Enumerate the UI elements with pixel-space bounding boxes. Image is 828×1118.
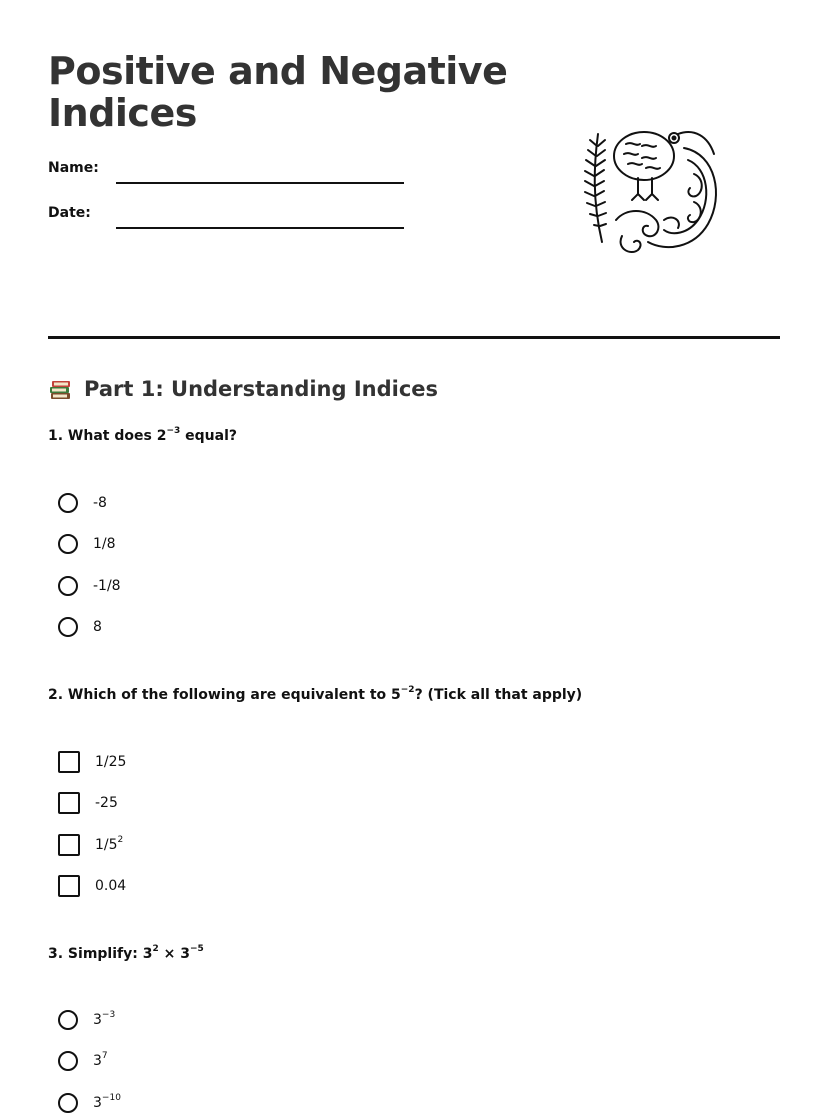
q1-option-c[interactable] bbox=[58, 574, 121, 598]
q1-option-d[interactable] bbox=[58, 615, 102, 639]
q3-option-a[interactable] bbox=[58, 1008, 115, 1032]
date-line[interactable] bbox=[116, 227, 404, 229]
question-2-suffix: ? (Tick all that apply) bbox=[414, 687, 583, 703]
name-line[interactable] bbox=[116, 182, 404, 184]
question-2-text: 2. Which of the following are equivalent to 5 bbox=[48, 687, 401, 703]
q2-option-d[interactable] bbox=[58, 874, 126, 898]
radio-button[interactable] bbox=[58, 1093, 78, 1113]
worksheet-title: Positive and Negative Indices bbox=[48, 49, 508, 135]
option-label: -25 bbox=[95, 795, 118, 811]
option-label: -1/8 bbox=[93, 578, 121, 594]
option-label: -8 bbox=[93, 495, 107, 511]
option-exponent: −10 bbox=[101, 1093, 121, 1104]
checkbox[interactable] bbox=[58, 875, 80, 897]
q2-option-a[interactable] bbox=[58, 750, 126, 774]
radio-button[interactable] bbox=[58, 1010, 78, 1030]
date-label: Date: bbox=[48, 205, 91, 221]
checkbox[interactable] bbox=[58, 792, 80, 814]
option-base: 3 bbox=[93, 1053, 102, 1069]
checkbox[interactable] bbox=[58, 834, 80, 856]
question-3-text: 3. Simplify: 3 bbox=[48, 946, 153, 962]
option-label bbox=[95, 837, 123, 853]
part-1-title: Part 1: Understanding Indices bbox=[84, 377, 439, 401]
question-3-exponent-2: −5 bbox=[189, 944, 204, 955]
q3-option-b[interactable] bbox=[58, 1049, 108, 1073]
option-label: 1/8 bbox=[93, 536, 116, 552]
q1-option-b[interactable] bbox=[58, 532, 116, 556]
section-divider bbox=[48, 336, 780, 339]
q2-option-c[interactable] bbox=[58, 833, 123, 857]
date-field[interactable] bbox=[48, 205, 408, 229]
question-1-text: 1. What does 2 bbox=[48, 428, 167, 444]
question-3-mid: × 3 bbox=[158, 946, 190, 962]
radio-button[interactable] bbox=[58, 493, 78, 513]
question-1 bbox=[48, 428, 237, 444]
option-base: 3 bbox=[93, 1095, 102, 1111]
question-1-suffix: equal? bbox=[180, 428, 237, 444]
part-1-heading bbox=[48, 374, 438, 404]
kiwi-fern-logo-icon bbox=[576, 124, 726, 260]
radio-button[interactable] bbox=[58, 1051, 78, 1071]
question-2-exponent: −2 bbox=[400, 685, 415, 696]
question-2 bbox=[48, 687, 582, 703]
option-label bbox=[93, 1053, 108, 1069]
option-label bbox=[93, 1012, 115, 1028]
option-exponent: 7 bbox=[101, 1051, 108, 1062]
option-label: 1/25 bbox=[95, 754, 127, 770]
question-1-exponent: −3 bbox=[166, 426, 181, 437]
name-field[interactable] bbox=[48, 160, 408, 184]
option-base: 3 bbox=[93, 1012, 102, 1028]
name-label: Name: bbox=[48, 160, 99, 176]
radio-button[interactable] bbox=[58, 576, 78, 596]
q3-option-c[interactable] bbox=[58, 1091, 121, 1115]
question-3 bbox=[48, 946, 204, 962]
option-exponent: 2 bbox=[117, 835, 124, 846]
option-base: 1/5 bbox=[95, 837, 118, 853]
checkbox[interactable] bbox=[58, 751, 80, 773]
books-icon bbox=[48, 376, 74, 402]
radio-button[interactable] bbox=[58, 617, 78, 637]
q2-option-b[interactable] bbox=[58, 791, 118, 815]
q1-option-a[interactable] bbox=[58, 491, 107, 515]
option-label: 0.04 bbox=[95, 878, 127, 894]
option-exponent: −3 bbox=[101, 1010, 116, 1021]
option-label bbox=[93, 1095, 121, 1111]
option-label: 8 bbox=[93, 619, 102, 635]
radio-button[interactable] bbox=[58, 534, 78, 554]
question-3-exponent: 2 bbox=[152, 944, 159, 955]
